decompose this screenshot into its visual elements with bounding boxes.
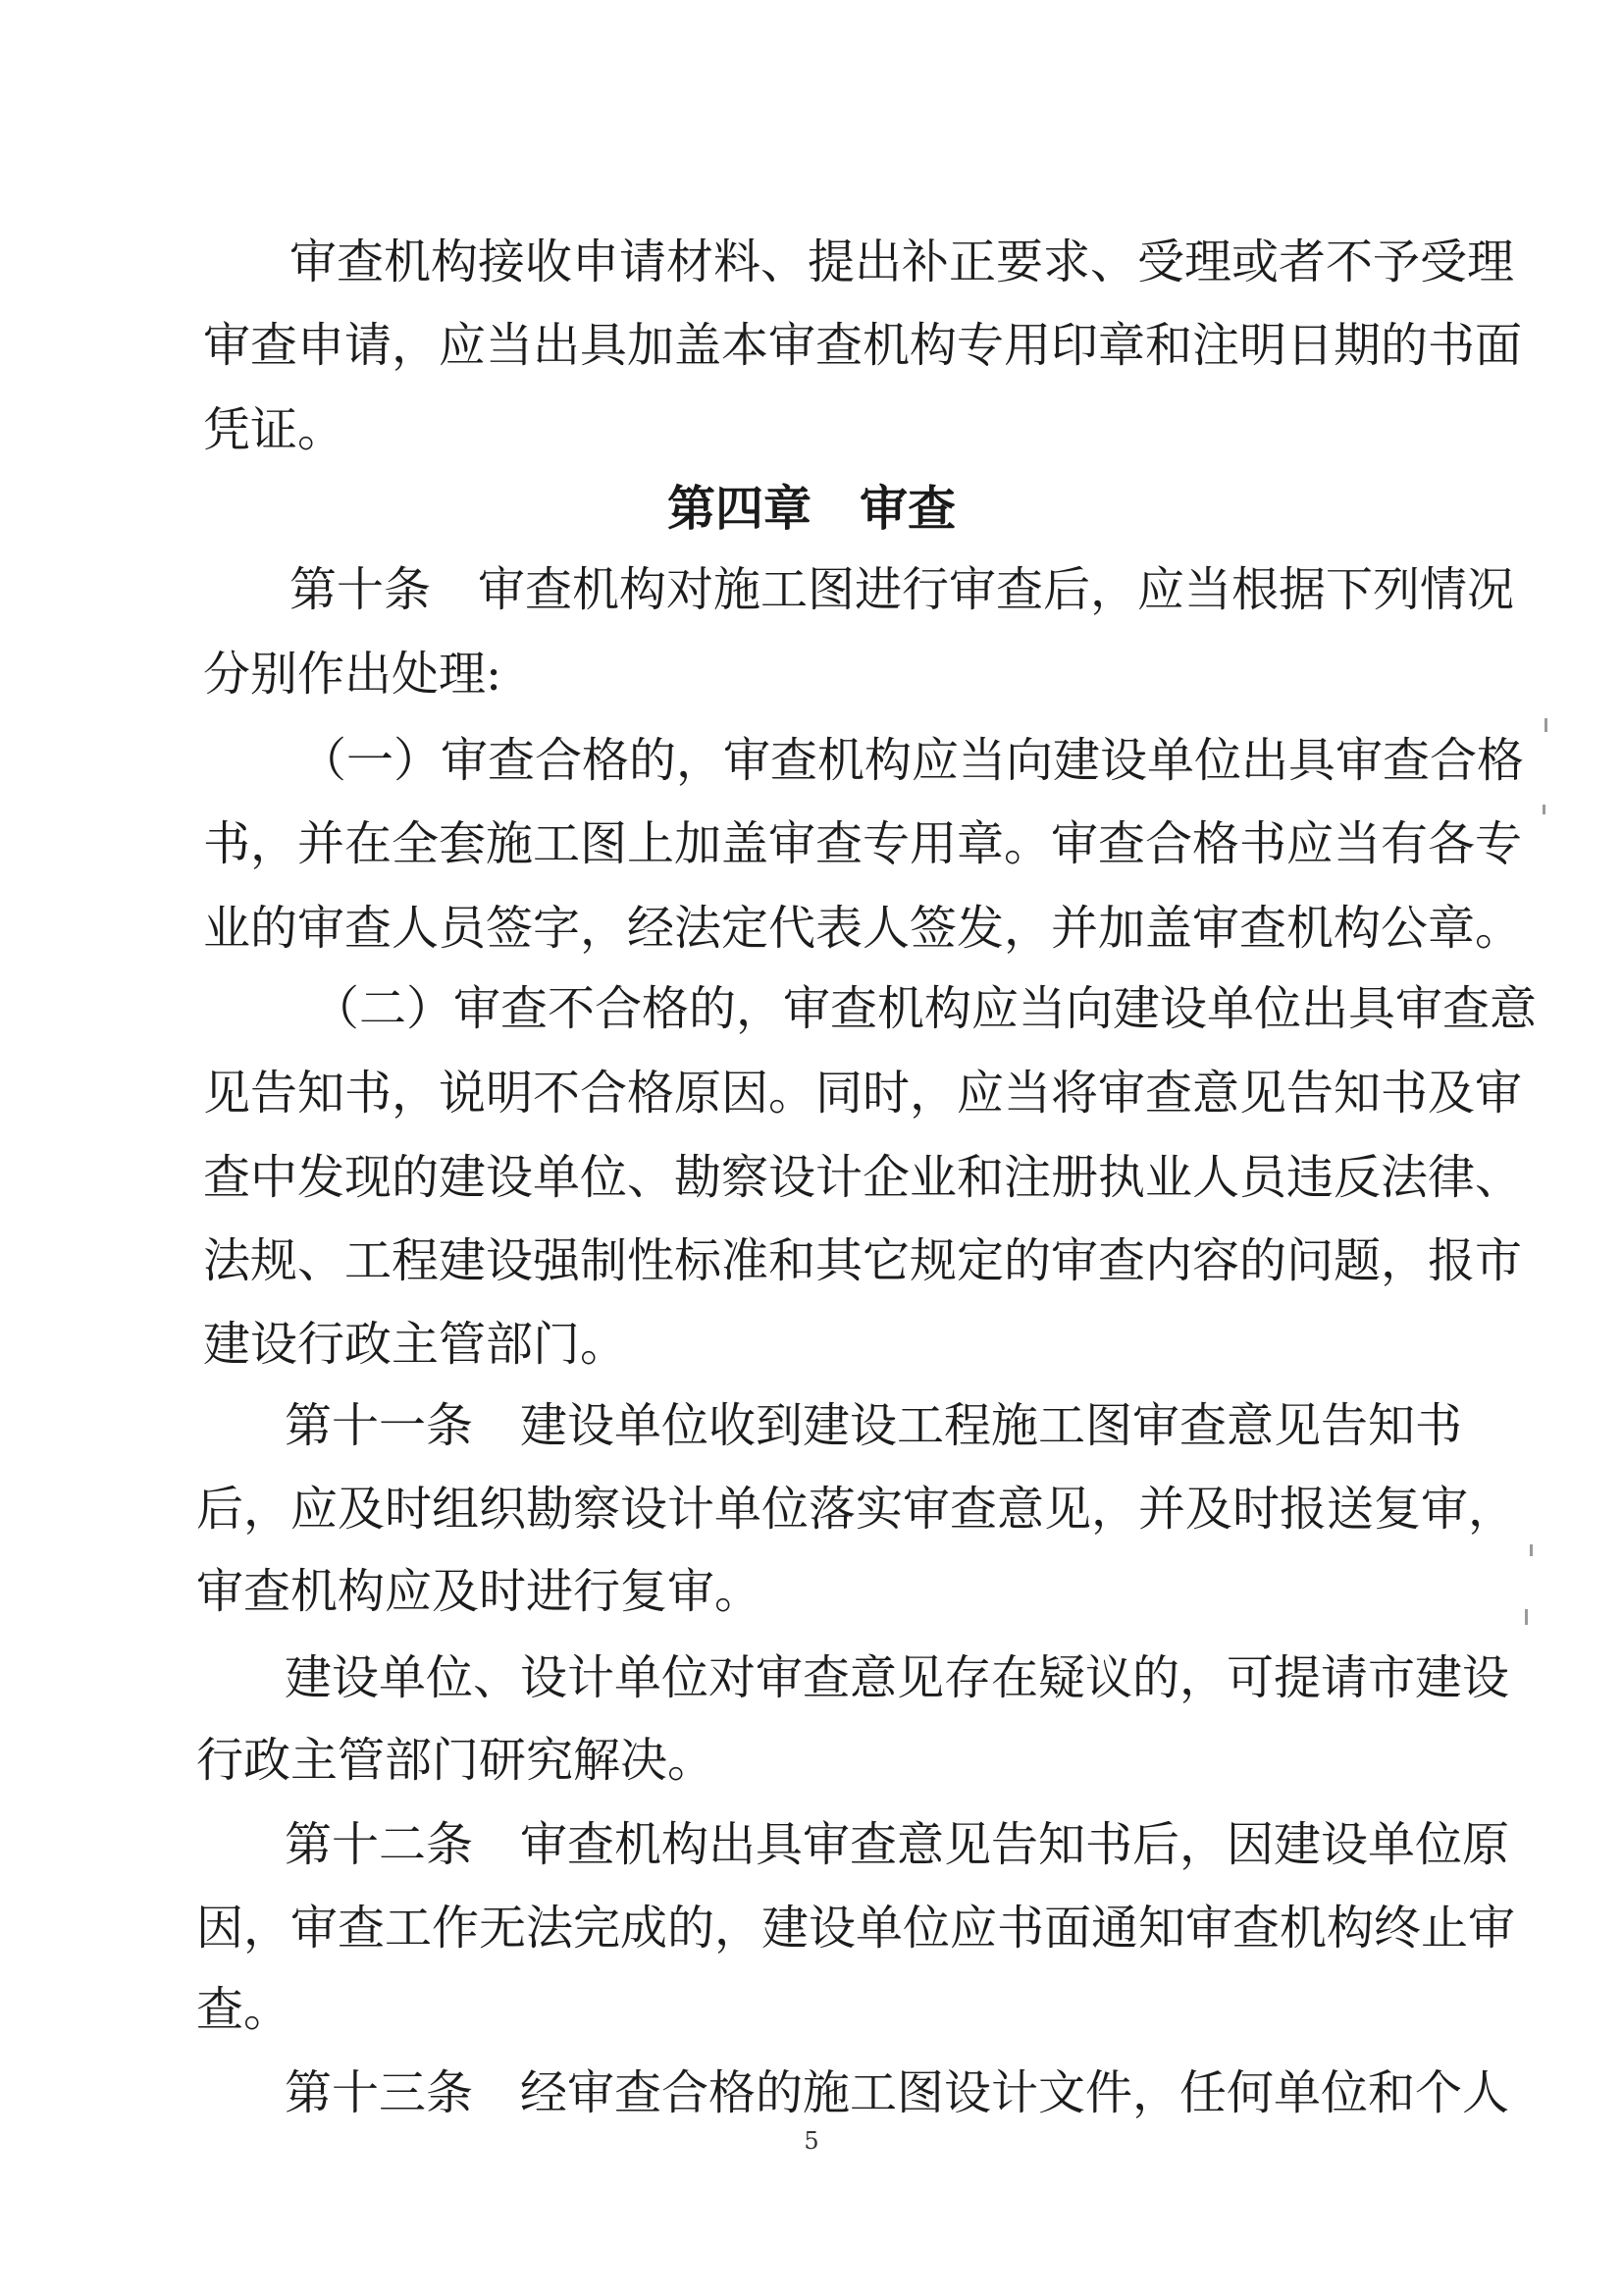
item2-line-5: 建设行政主管部门。 — [203, 1317, 628, 1372]
article11-line-3: 审查机构应及时进行复审。 — [196, 1564, 762, 1619]
chapter-heading: 第四章 审查 — [666, 480, 956, 537]
scan-mark — [1525, 1609, 1528, 1625]
scan-mark — [1544, 718, 1547, 732]
article13-line-1: 第十三条 经审查合格的施工图设计文件，任何单位和个人 — [285, 2065, 1510, 2120]
item2-line-3: 查中发现的建设单位、勘察设计企业和注册执业人员违反法律、 — [203, 1150, 1523, 1205]
item2-line-1: （二）审查不合格的，审查机构应当向建设单位出具审查意 — [312, 981, 1538, 1036]
article10-line-1: 第十条 审查机构对施工图进行审查后，应当根据下列情况 — [289, 562, 1515, 617]
page-number: 5 — [804, 2127, 819, 2155]
item2-line-4: 法规、工程建设强制性标准和其它规定的审查内容的问题，报市 — [203, 1233, 1523, 1288]
item1-line-1: （一）审查合格的，审查机构应当向建设单位出具审查合格 — [299, 733, 1525, 788]
article12-line-1: 第十二条 审查机构出具审查意见告知书后，因建设单位原 — [285, 1817, 1510, 1872]
scan-mark — [1543, 805, 1545, 814]
article11-para2-line-2: 行政主管部门研究解决。 — [196, 1733, 715, 1788]
article12-line-2: 因，审查工作无法完成的，建设单位应书面通知审查机构终止审 — [196, 1901, 1516, 1956]
intro-line-3: 凭证。 — [203, 402, 345, 457]
article10-line-2: 分别作出处理: — [203, 647, 502, 702]
article11-line-1: 第十一条 建设单位收到建设工程施工图审查意见告知书 — [285, 1398, 1463, 1453]
item1-line-3: 业的审查人员签字，经法定代表人签发，并加盖审查机构公章。 — [203, 901, 1523, 956]
item2-line-2: 见告知书，说明不合格原因。同时，应当将审查意见告知书及审 — [203, 1066, 1523, 1121]
scan-mark — [1530, 1544, 1533, 1556]
intro-line-2: 审查申请，应当出具加盖本审查机构专用印章和注明日期的书面 — [203, 318, 1523, 373]
article11-para2-line-1: 建设单位、设计单位对审查意见存在疑议的，可提请市建设 — [285, 1650, 1510, 1705]
item1-line-2: 书，并在全套施工图上加盖审查专用章。审查合格书应当有各专 — [203, 816, 1523, 871]
intro-line-1: 审查机构接收申请材料、提出补正要求、受理或者不予受理 — [289, 235, 1515, 289]
article12-line-3: 查。 — [196, 1982, 291, 2037]
article11-line-2: 后，应及时组织勘察设计单位落实审查意见，并及时报送复审， — [196, 1482, 1516, 1537]
